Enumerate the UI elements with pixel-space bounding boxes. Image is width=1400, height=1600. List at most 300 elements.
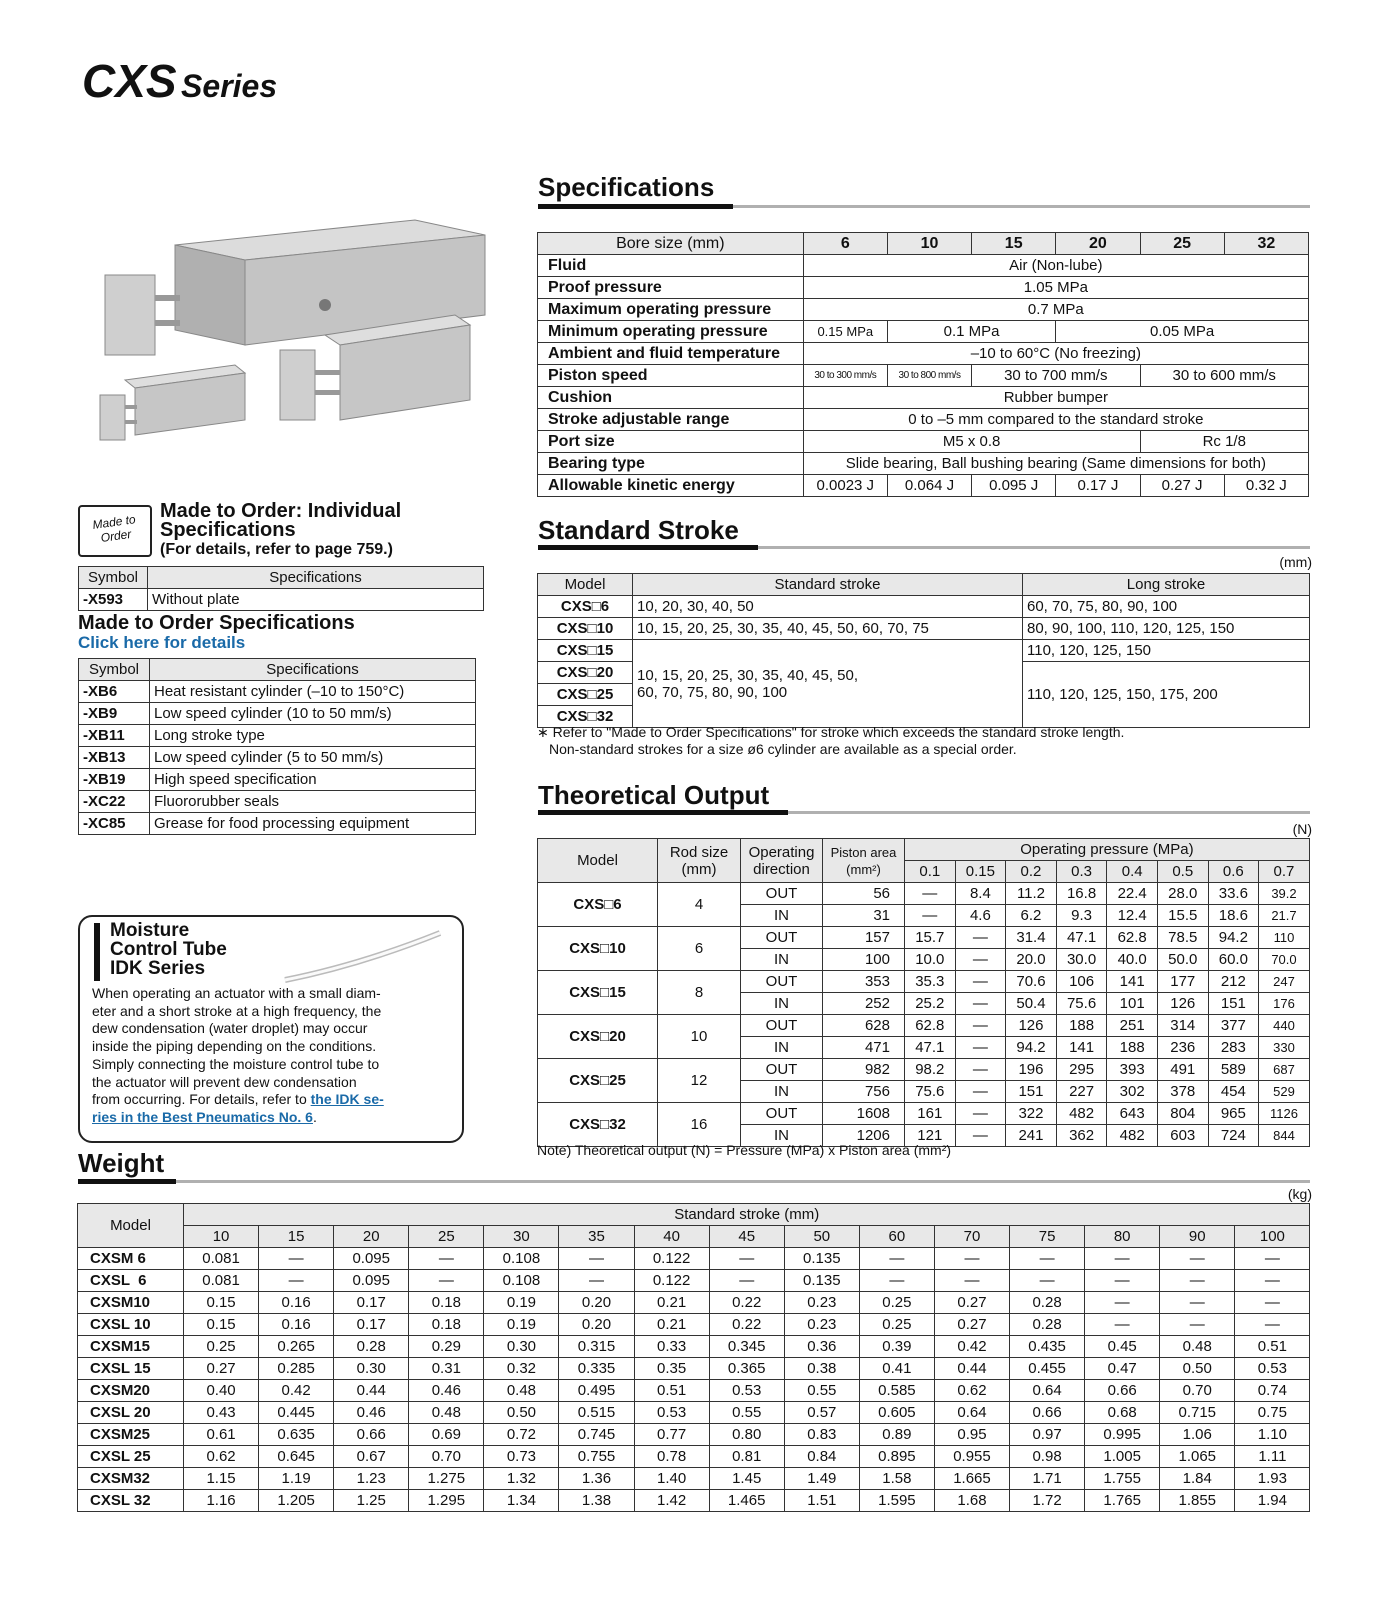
output-value: 362 <box>1056 1125 1107 1147</box>
output-value: 60.0 <box>1208 949 1259 971</box>
standard-stroke-table <box>537 573 1310 728</box>
table-row <box>78 1490 1310 1512</box>
mto-symbol: -XB19 <box>79 769 150 791</box>
spec-value: Air (Non-lube) <box>803 255 1308 277</box>
stroke-std-line-2: 60, 70, 75, 80, 90, 100 <box>637 683 788 701</box>
weight-value: 0.21 <box>634 1314 709 1336</box>
moisture-title <box>110 921 227 978</box>
mto-spec: High speed specification <box>150 769 476 791</box>
moisture-title-3: IDK Series <box>110 958 206 979</box>
output-piston-area: 252 <box>823 993 905 1015</box>
tube-image <box>280 925 450 985</box>
output-value: 70.6 <box>1006 971 1057 993</box>
stroke-long: 60, 70, 75, 80, 90, 100 <box>1023 596 1310 618</box>
weight-value: 0.28 <box>334 1336 409 1358</box>
output-value: 50.4 <box>1006 993 1057 1015</box>
output-value: 15.7 <box>905 927 956 949</box>
mto-symbol: -XB13 <box>79 747 150 769</box>
table-row <box>538 365 1309 387</box>
table-row <box>538 596 1310 618</box>
weight-value: 0.80 <box>709 1424 784 1446</box>
weight-model: CXSM25 <box>78 1424 184 1446</box>
weight-value: 0.84 <box>784 1446 859 1468</box>
weight-value: 1.51 <box>784 1490 859 1512</box>
spec-label: Maximum operating pressure <box>538 299 804 321</box>
pressure-0_4: 0.4 <box>1107 861 1158 883</box>
output-piston-area: 353 <box>823 971 905 993</box>
output-value: 33.6 <box>1208 883 1259 905</box>
weight-value: 0.55 <box>709 1402 784 1424</box>
spec-value: Rc 1/8 <box>1140 431 1309 453</box>
weight-value: 0.605 <box>859 1402 934 1424</box>
spec-value: M5 x 0.8 <box>803 431 1140 453</box>
output-value: 101 <box>1107 993 1158 1015</box>
output-value: 1126 <box>1259 1103 1310 1125</box>
weight-value: 1.93 <box>1235 1468 1310 1490</box>
table-row <box>538 883 1310 905</box>
output-value: 28.0 <box>1157 883 1208 905</box>
weight-value: 0.27 <box>934 1292 1009 1314</box>
series-suffix: Series <box>181 68 278 104</box>
weight-value: 0.15 <box>184 1314 259 1336</box>
mto-spec: Low speed cylinder (10 to 50 mm/s) <box>150 703 476 725</box>
weight-value: 0.39 <box>859 1336 934 1358</box>
weight-value: 0.108 <box>484 1248 559 1270</box>
output-value: 603 <box>1157 1125 1208 1147</box>
bore-32: 32 <box>1224 233 1308 255</box>
output-value: 314 <box>1157 1015 1208 1037</box>
output-value: 39.2 <box>1259 883 1310 905</box>
weight-value: 0.70 <box>409 1446 484 1468</box>
spec-value: 30 to 600 mm/s <box>1140 365 1309 387</box>
spec-value: 0.32 J <box>1224 475 1308 497</box>
output-value: 176 <box>1259 993 1310 1015</box>
weight-value: 0.22 <box>709 1292 784 1314</box>
weight-model: CXSL 10 <box>78 1314 184 1336</box>
weight-stroke-header: Standard stroke (mm) <box>184 1204 1310 1226</box>
output-value: — <box>955 1103 1006 1125</box>
stroke-model: CXS□6 <box>538 596 633 618</box>
output-value: — <box>905 883 956 905</box>
table-row <box>78 1446 1310 1468</box>
table-row <box>538 387 1309 409</box>
weight-value: 1.34 <box>484 1490 559 1512</box>
weight-model: CXSL 32 <box>78 1490 184 1512</box>
weight-value: 0.955 <box>934 1446 1009 1468</box>
weight-value: 0.265 <box>259 1336 334 1358</box>
weight-value: 0.17 <box>334 1292 409 1314</box>
spec-value: 0.064 J <box>887 475 971 497</box>
weight-value: 1.855 <box>1160 1490 1235 1512</box>
output-value: 18.6 <box>1208 905 1259 927</box>
weight-value: 0.74 <box>1235 1380 1310 1402</box>
stroke-long-header: Long stroke <box>1023 574 1310 596</box>
weight-value: 1.16 <box>184 1490 259 1512</box>
output-value: 10.0 <box>905 949 956 971</box>
made-to-order-badge <box>78 505 152 557</box>
weight-value: 1.32 <box>484 1468 559 1490</box>
output-value: 75.6 <box>905 1081 956 1103</box>
weight-value: 0.50 <box>1160 1358 1235 1380</box>
output-rod-size: 12 <box>658 1059 741 1103</box>
weight-value: — <box>709 1248 784 1270</box>
output-value: 482 <box>1056 1103 1107 1125</box>
output-value: 589 <box>1208 1059 1259 1081</box>
weight-value: 0.50 <box>484 1402 559 1424</box>
output-value: 212 <box>1208 971 1259 993</box>
weight-value: 0.51 <box>634 1380 709 1402</box>
rod-header-label: Rod size <box>669 843 729 861</box>
output-value: 482 <box>1107 1125 1158 1147</box>
weight-value: 0.122 <box>634 1248 709 1270</box>
cylinder-small <box>100 365 245 440</box>
moisture-description <box>92 985 452 1127</box>
output-value: 393 <box>1107 1059 1158 1081</box>
weight-value: — <box>1085 1248 1160 1270</box>
weight-value: 0.47 <box>1085 1358 1160 1380</box>
weight-value: 0.77 <box>634 1424 709 1446</box>
weight-value: 0.55 <box>784 1380 859 1402</box>
weight-value: 0.64 <box>1010 1380 1085 1402</box>
output-piston-area: 982 <box>823 1059 905 1081</box>
output-direction: OUT <box>741 971 823 993</box>
output-value: 491 <box>1157 1059 1208 1081</box>
weight-value: 0.20 <box>559 1292 634 1314</box>
weight-value: 0.32 <box>484 1358 559 1380</box>
output-value: 20.0 <box>1006 949 1057 971</box>
output-value: 151 <box>1208 993 1259 1015</box>
rod-header-unit: (mm) <box>681 860 717 878</box>
pressure-0_3: 0.3 <box>1056 861 1107 883</box>
spec-value: 0.0023 J <box>803 475 887 497</box>
output-pressure-header: Operating pressure (MPa) <box>905 839 1310 861</box>
weight-stroke-100: 100 <box>1235 1226 1310 1248</box>
weight-value: — <box>934 1270 1009 1292</box>
output-value: 687 <box>1259 1059 1310 1081</box>
weight-value: 0.21 <box>634 1292 709 1314</box>
weight-value: — <box>1160 1270 1235 1292</box>
weight-value: — <box>1010 1248 1085 1270</box>
output-value: 62.8 <box>905 1015 956 1037</box>
output-model: CXS□6 <box>538 883 658 927</box>
bore-15: 15 <box>972 233 1056 255</box>
weight-value: 0.23 <box>784 1314 859 1336</box>
stroke-std-header: Standard stroke <box>633 574 1023 596</box>
weight-model: CXSM10 <box>78 1292 184 1314</box>
theoretical-output-rule <box>538 811 1310 814</box>
output-value: 151 <box>1006 1081 1057 1103</box>
weight-value: 0.095 <box>334 1248 409 1270</box>
weight-value: 0.435 <box>1010 1336 1085 1358</box>
output-value: 25.2 <box>905 993 956 1015</box>
weight-value: 0.73 <box>484 1446 559 1468</box>
idk-series-link-cont[interactable]: ries in the Best Pneumatics No. 6 <box>92 1108 313 1125</box>
weight-value: 0.36 <box>784 1336 859 1358</box>
weight-value: 1.755 <box>1085 1468 1160 1490</box>
output-value: 188 <box>1056 1015 1107 1037</box>
output-value: 247 <box>1259 971 1310 993</box>
spec-value: 0.05 MPa <box>1056 321 1309 343</box>
series-name: CXS <box>82 55 177 107</box>
output-value: — <box>955 1037 1006 1059</box>
weight-stroke-50: 50 <box>784 1226 859 1248</box>
weight-value: 0.53 <box>1235 1358 1310 1380</box>
weight-value: 0.57 <box>784 1402 859 1424</box>
mto-symbol: -XC22 <box>79 791 150 813</box>
moisture-line: the actuator will prevent dew condensation <box>92 1073 357 1090</box>
output-value: 94.2 <box>1208 927 1259 949</box>
output-model-header: Model <box>538 839 658 883</box>
weight-value: 0.515 <box>559 1402 634 1424</box>
output-value: 30.0 <box>1056 949 1107 971</box>
bore-20: 20 <box>1056 233 1140 255</box>
output-value: 330 <box>1259 1037 1310 1059</box>
spec-label: Minimum operating pressure <box>538 321 804 343</box>
weight-value: 0.27 <box>934 1314 1009 1336</box>
output-direction-header <box>741 839 823 883</box>
output-value: — <box>955 1125 1006 1147</box>
weight-value: 0.40 <box>184 1380 259 1402</box>
spec-value: Rubber bumper <box>803 387 1308 409</box>
weight-value: 0.108 <box>484 1270 559 1292</box>
moisture-line: from occurring. For details, refer to <box>92 1091 307 1108</box>
output-value: 844 <box>1259 1125 1310 1147</box>
weight-value: 0.585 <box>859 1380 934 1402</box>
output-rod-size: 4 <box>658 883 741 927</box>
weight-value: 0.51 <box>1235 1336 1310 1358</box>
table-row <box>538 640 1310 662</box>
output-value: — <box>955 1081 1006 1103</box>
weight-value: 0.19 <box>484 1314 559 1336</box>
table-row <box>538 299 1309 321</box>
weight-value: 0.23 <box>784 1292 859 1314</box>
weight-value: 0.78 <box>634 1446 709 1468</box>
weight-unit: (kg) <box>1287 1186 1312 1202</box>
table-row <box>78 1314 1310 1336</box>
table-row <box>79 769 476 791</box>
output-piston-area: 56 <box>823 883 905 905</box>
weight-value: 0.42 <box>934 1336 1009 1358</box>
weight-value: 0.75 <box>1235 1402 1310 1424</box>
weight-value: 0.46 <box>409 1380 484 1402</box>
output-value: 12.4 <box>1107 905 1158 927</box>
badge-line-1: Made to <box>91 512 137 533</box>
weight-value: 0.98 <box>1010 1446 1085 1468</box>
output-note: Note) Theoretical output (N) = Pressure (MPa) x Piston area (mm²) <box>537 1142 952 1158</box>
weight-value: 0.61 <box>184 1424 259 1446</box>
weight-value: 0.315 <box>559 1336 634 1358</box>
output-direction: IN <box>741 1037 823 1059</box>
standard-stroke-rule <box>538 546 1310 549</box>
spec-value: 0.7 MPa <box>803 299 1308 321</box>
output-rod-header <box>658 839 741 883</box>
output-rod-size: 8 <box>658 971 741 1015</box>
output-value: 9.3 <box>1056 905 1107 927</box>
spec-label: Port size <box>538 431 804 453</box>
output-value: 8.4 <box>955 883 1006 905</box>
output-value: 15.5 <box>1157 905 1208 927</box>
stroke-model: CXS□32 <box>538 706 633 728</box>
weight-value: 0.20 <box>559 1314 634 1336</box>
output-direction: OUT <box>741 883 823 905</box>
weight-value: 0.16 <box>259 1292 334 1314</box>
weight-value: 0.72 <box>484 1424 559 1446</box>
spec-label: Bearing type <box>538 453 804 475</box>
output-value: 40.0 <box>1107 949 1158 971</box>
weight-stroke-70: 70 <box>934 1226 1009 1248</box>
weight-value: 0.335 <box>559 1358 634 1380</box>
weight-value: 0.365 <box>709 1358 784 1380</box>
table-row <box>538 1059 1310 1081</box>
output-direction: IN <box>741 993 823 1015</box>
output-model: CXS□15 <box>538 971 658 1015</box>
output-value: 188 <box>1107 1037 1158 1059</box>
mto-symbol: -XC85 <box>79 813 150 835</box>
weight-value: 1.10 <box>1235 1424 1310 1446</box>
output-value: 241 <box>1006 1125 1057 1147</box>
output-value: 78.5 <box>1157 927 1208 949</box>
weight-value: 0.62 <box>934 1380 1009 1402</box>
table-row <box>538 1103 1310 1125</box>
pressure-0_7: 0.7 <box>1259 861 1310 883</box>
spec-value: 30 to 700 mm/s <box>972 365 1140 387</box>
mto-spec: Without plate <box>148 589 484 611</box>
weight-rule <box>78 1180 1310 1183</box>
table-row <box>538 618 1310 640</box>
table-row <box>79 589 484 611</box>
stroke-long: 110, 120, 125, 150 <box>1023 640 1310 662</box>
weight-value: 1.71 <box>1010 1468 1085 1490</box>
stroke-std-merged <box>633 640 1023 728</box>
idk-series-link[interactable]: the IDK se- <box>310 1091 384 1108</box>
table-row <box>538 431 1309 453</box>
weight-value: — <box>709 1270 784 1292</box>
weight-value: — <box>259 1248 334 1270</box>
output-value: 31.4 <box>1006 927 1057 949</box>
table-row <box>78 1358 1310 1380</box>
weight-value: 0.81 <box>709 1446 784 1468</box>
output-value: 965 <box>1208 1103 1259 1125</box>
weight-value: 0.27 <box>184 1358 259 1380</box>
weight-value: 1.275 <box>409 1468 484 1490</box>
mto-symbol: -XB9 <box>79 703 150 725</box>
output-value: 121 <box>905 1125 956 1147</box>
output-piston-area: 756 <box>823 1081 905 1103</box>
weight-model: CXSM 6 <box>78 1248 184 1270</box>
weight-value: — <box>1235 1314 1310 1336</box>
weight-value: 0.17 <box>334 1314 409 1336</box>
badge-line-2: Order <box>99 526 133 545</box>
moisture-line: When operating an actuator with a small diam- <box>92 985 381 1001</box>
weight-value: 0.97 <box>1010 1424 1085 1446</box>
weight-value: 0.455 <box>1010 1358 1085 1380</box>
weight-model: CXSM20 <box>78 1380 184 1402</box>
table-row <box>79 791 476 813</box>
output-piston-area: 31 <box>823 905 905 927</box>
output-value: 126 <box>1006 1015 1057 1037</box>
output-value: 6.2 <box>1006 905 1057 927</box>
weight-value: 0.53 <box>634 1402 709 1424</box>
output-value: 378 <box>1157 1081 1208 1103</box>
stroke-long: 80, 90, 100, 110, 120, 125, 150 <box>1023 618 1310 640</box>
weight-value: 0.29 <box>409 1336 484 1358</box>
output-value: 70.0 <box>1259 949 1310 971</box>
weight-value: 1.06 <box>1160 1424 1235 1446</box>
moisture-end: . <box>312 1108 317 1125</box>
output-unit: (N) <box>1292 821 1312 837</box>
weight-value: 0.66 <box>1010 1402 1085 1424</box>
weight-value: 0.66 <box>1085 1380 1160 1402</box>
mto-spec: Grease for food processing equipment <box>150 813 476 835</box>
weight-value: — <box>1085 1292 1160 1314</box>
table-row <box>79 747 476 769</box>
weight-value: 0.95 <box>934 1424 1009 1446</box>
mto-details-link[interactable]: Click here for details <box>78 633 246 652</box>
output-direction: OUT <box>741 927 823 949</box>
weight-value: 0.895 <box>859 1446 934 1468</box>
table-row <box>538 321 1309 343</box>
moisture-line: Simply connecting the moisture control tube to <box>92 1055 380 1072</box>
weight-value: 0.67 <box>334 1446 409 1468</box>
pressure-0_2: 0.2 <box>1006 861 1057 883</box>
spec-label: Proof pressure <box>538 277 804 299</box>
output-direction: OUT <box>741 1059 823 1081</box>
output-piston-area: 1206 <box>823 1125 905 1147</box>
weight-stroke-row <box>78 1226 1310 1248</box>
output-rod-size: 16 <box>658 1103 741 1147</box>
weight-value: 0.89 <box>859 1424 934 1446</box>
output-piston-area: 157 <box>823 927 905 949</box>
output-piston-area: 1608 <box>823 1103 905 1125</box>
weight-value: 0.46 <box>334 1402 409 1424</box>
bore-25: 25 <box>1140 233 1224 255</box>
output-value: 196 <box>1006 1059 1057 1081</box>
weight-model: CXSL 6 <box>78 1270 184 1292</box>
output-value: 11.2 <box>1006 883 1057 905</box>
table-row <box>78 1248 1310 1270</box>
moisture-control-box <box>78 915 464 1143</box>
weight-value: 0.995 <box>1085 1424 1160 1446</box>
weight-value: 0.345 <box>709 1336 784 1358</box>
output-direction: OUT <box>741 1015 823 1037</box>
weight-value: 0.66 <box>334 1424 409 1446</box>
output-direction: OUT <box>741 1103 823 1125</box>
table-row <box>78 1292 1310 1314</box>
bore-size-header: Bore size (mm) <box>538 233 804 255</box>
theoretical-output-table <box>537 838 1310 1147</box>
weight-stroke-20: 20 <box>334 1226 409 1248</box>
weight-value: 0.30 <box>484 1336 559 1358</box>
weight-stroke-35: 35 <box>559 1226 634 1248</box>
table-row <box>78 1336 1310 1358</box>
weight-value: — <box>1160 1314 1235 1336</box>
output-value: — <box>955 927 1006 949</box>
weight-value: 0.45 <box>1085 1336 1160 1358</box>
weight-value: 0.22 <box>709 1314 784 1336</box>
weight-value: 0.081 <box>184 1248 259 1270</box>
weight-value: 1.19 <box>259 1468 334 1490</box>
mto-table <box>78 658 476 835</box>
output-value: 75.6 <box>1056 993 1107 1015</box>
stroke-unit: (mm) <box>1279 554 1312 570</box>
bore-6: 6 <box>803 233 887 255</box>
weight-value: 1.295 <box>409 1490 484 1512</box>
mto-spec: Heat resistant cylinder (–10 to 150°C) <box>150 681 476 703</box>
standard-stroke-heading: Standard Stroke <box>538 515 739 545</box>
spec-value: 0.15 MPa <box>803 321 887 343</box>
weight-stroke-40: 40 <box>634 1226 709 1248</box>
spec-label: Cushion <box>538 387 804 409</box>
